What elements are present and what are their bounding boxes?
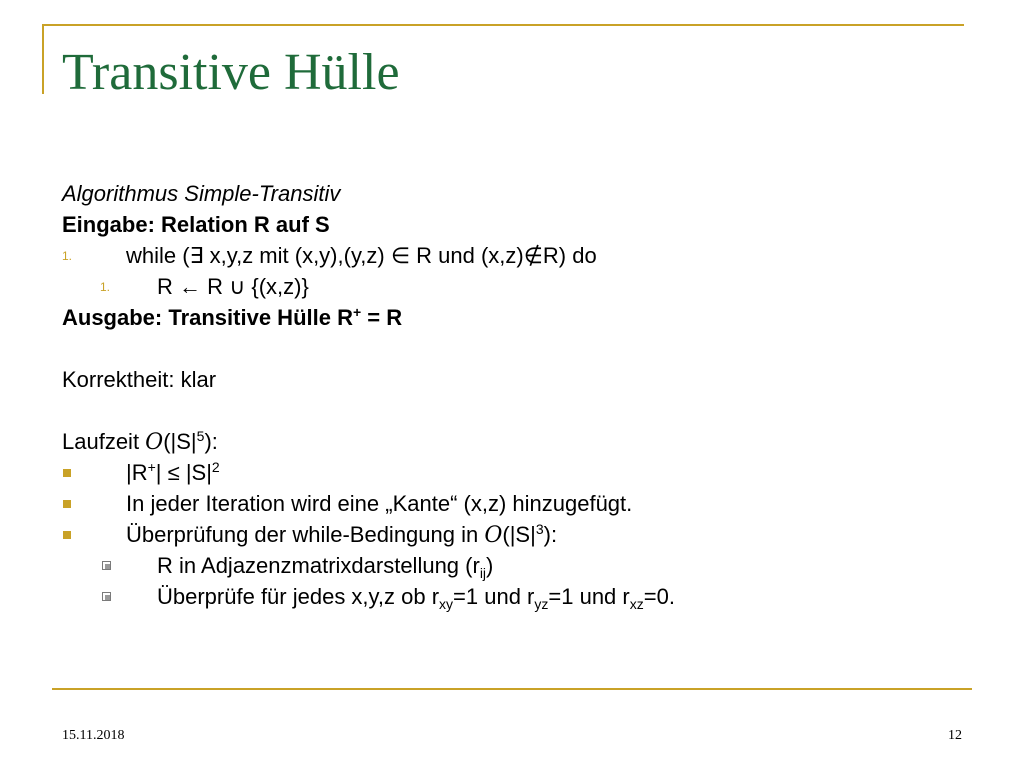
page-number: 12 — [948, 728, 962, 743]
checkbox-bullet-icon — [102, 592, 111, 601]
step-number: 1. — [62, 249, 73, 263]
frame-top-line — [42, 24, 964, 26]
footer-date: 15.11.2018 — [62, 728, 125, 743]
step-text: while (∃ x,y,z mit (x,y),(y,z) ∈ R und (x,z)∉R) do — [126, 243, 597, 268]
algorithm-output: Ausgabe: Transitive Hülle R+ = R — [62, 304, 403, 330]
runtime-sub-bullet-2: Überprüfe für jedes x,y,z ob $r_{xy}=1$ und $r_{yz}=1$ und $r_{xz}=0$. — [62, 581, 962, 612]
bullet-square-icon — [63, 531, 71, 539]
arrow-symbol: ← — [179, 274, 201, 299]
runtime-bullet-2: In jeder Iteration wird eine „Kante“ (x,z) hinzugefügt. — [62, 488, 962, 519]
algorithm-input: Eingabe: Relation R auf S — [62, 212, 330, 237]
checkbox-bullet-icon — [102, 561, 111, 570]
runtime-bullet-3: Überprüfung der while-Bedingung in $O(|S|^3)$: — [62, 519, 962, 550]
union-symbol: ∪ — [229, 274, 246, 299]
exists-symbol: ∃ — [189, 243, 204, 268]
not-element-symbol: ∉ — [523, 243, 543, 268]
slide-content — [62, 178, 962, 612]
big-o-symbol: O — [145, 430, 164, 455]
step-number: 1. — [100, 280, 111, 294]
runtime-bullet-1: $|R^+| \le |S|^2$ — [62, 457, 962, 488]
element-symbol: ∈ — [390, 243, 411, 268]
runtime-label: Laufzeit $O(|S|^5)$: — [62, 428, 218, 455]
slide-title: Transitive Hülle — [62, 44, 400, 101]
leq-symbol: ≤ — [167, 460, 180, 485]
frame-bottom-line — [52, 688, 972, 690]
bullet-square-icon — [63, 500, 71, 508]
algorithm-name: Algorithmus Simple-Transitiv — [62, 181, 341, 206]
algorithm-step-1 — [62, 240, 962, 271]
big-o-symbol: O — [484, 523, 503, 548]
bullet-square-icon — [63, 469, 71, 477]
runtime-sub-bullet-1: R in Adjazenzmatrixdarstellung $(r_{ij})$ — [62, 550, 962, 581]
step-text: R ← R ∪ {(x,z)} — [157, 274, 309, 299]
algorithm-step-1-1 — [62, 271, 962, 302]
frame-left-line — [42, 24, 44, 94]
correctness-text: Korrektheit: klar — [62, 367, 217, 392]
